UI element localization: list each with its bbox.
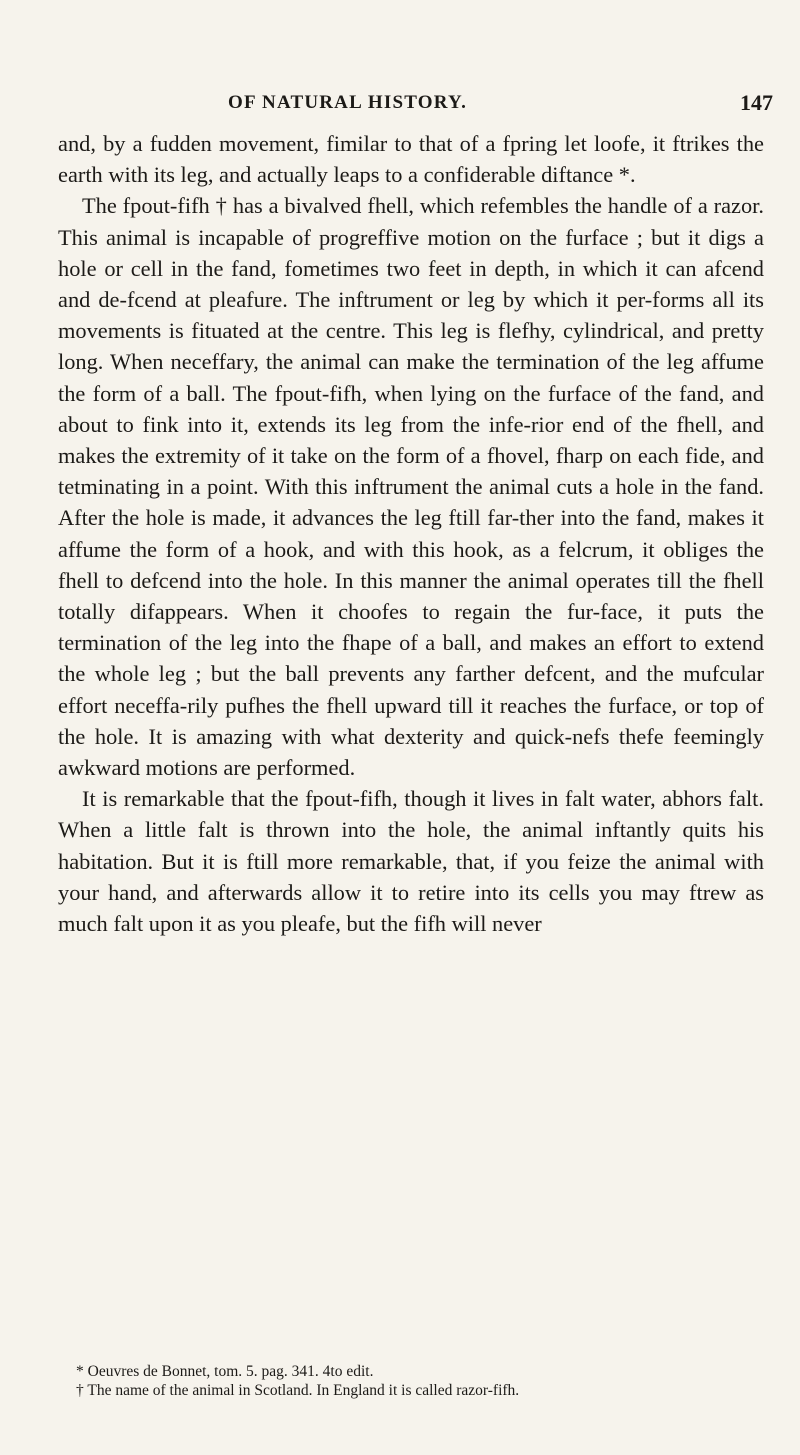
page-number: 147 — [740, 90, 773, 115]
footnote-bonnet: * Oeuvres de Bonnet, tom. 5. pag. 341. 4to edit. — [76, 1363, 374, 1380]
footnotes — [76, 1362, 776, 1400]
running-title: OF NATURAL HISTORY. — [228, 92, 468, 113]
paragraph-spout-fish: The fpout-fifh † has a bivalved fhell, which refembles the handle of a razor. This animal is incapable of progreffive motion on the furface ; but it digs a hole or cell in the fand, fometimes two feet in depth, in which it can afcend and de-fcend at pleafure. The inftrument or leg by which it per-forms all its movements is fituated at the centre. This leg is flefhy, cylindrical, and pretty long. When neceffary, the animal can make the termination of the leg affume the form of a ball. The fpout-fifh, when lying on the furface of the fand, and about to fink into it, extends its leg from the infe-rior end of the fhell, and makes the extremity of it take on the form of a fhovel, fharp on each fide, and tetminating in a point. With this inftrument the animal cuts a hole in the fand. After the hole is made, it advances the leg ftill far-ther into the fand, makes it affume the form of a hook, and with this hook, as a felcrum, it obliges the fhell to defcend into the hole. In this manner the animal operates till the fhell totally difappears. When it choofes to regain the fur-face, it puts the termination of the leg into the fhape of a ball, and makes an effort to extend the whole leg ; but the ball prevents any farther defcent, and the mufcular effort neceffa-rily pufhes the fhell upward till it reaches the furface, or top of the hole. It is amazing with what dexterity and quick-nefs thefe feemingly awkward motions are performed. — [58, 193, 764, 781]
body-text — [58, 128, 764, 939]
paragraph-continuation: and, by a fudden movement, fimilar to that of a fpring let loofe, it ftrikes the earth with its leg, and actually leaps to a confiderable diftance *. — [58, 131, 764, 188]
running-head — [0, 92, 800, 116]
footnote-name: † The name of the animal in Scotland. In England it is called razor-fifh. — [76, 1382, 520, 1399]
paragraph-salt: It is remarkable that the fpout-fifh, though it lives in falt water, abhors falt. When a little falt is thrown into the hole, the animal inftantly quits his habitation. But it is ftill more remarkable, that, if you feize the animal with your hand, and afterwards allow it to retire into its cells you may ftrew as much falt upon it as you pleafe, but the fifh will never — [58, 786, 764, 937]
